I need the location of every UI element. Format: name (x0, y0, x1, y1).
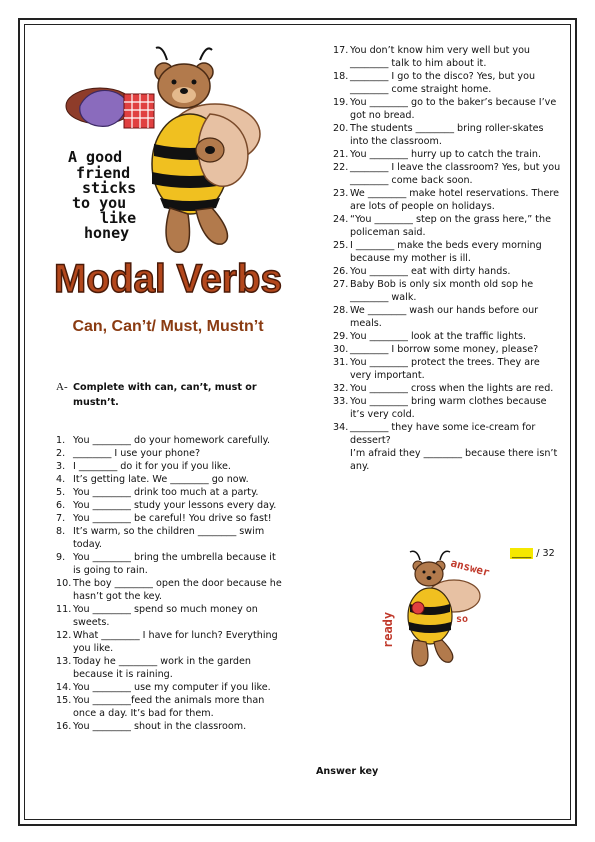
question-item: 11. You ________ spend so much money on sweets. (56, 604, 258, 628)
question-list-left (56, 434, 286, 733)
small-art-left-word: ready (381, 611, 395, 648)
small-art-right-word: answer (449, 556, 491, 580)
question-item: 21. You ________ hurry up to catch the train. (333, 149, 542, 160)
question-item: 14. You ________ use my computer if you like. (56, 682, 271, 693)
score-total: / 32 (533, 548, 555, 559)
question-item: 17. You don’t know him very well but you ________ talk to him about it. (333, 45, 531, 69)
question-item: 7. You ________ be careful! You drive so fast! (56, 513, 272, 524)
question-item: 34. ________ they have some ice-cream for dessert? (333, 422, 536, 446)
exercise-letter: A- (56, 381, 68, 393)
svg-text:sticks: sticks (82, 179, 137, 197)
question-item: 22. ________ I leave the classroom? Yes, but you ________ come back soon. (333, 162, 561, 186)
question-item: 6. You ________ study your lessons every day. (56, 500, 277, 511)
question-item: 24. “You ________ step on the grass here,” the policeman said. (333, 214, 551, 238)
question-item: 18. ________ I go to the disco? Yes, but you ________ come straight home. (333, 71, 536, 95)
small-art-right-word-2: so (456, 614, 469, 625)
exercise-instruction (56, 380, 286, 410)
question-item: 1. You ________ do your homework carefully. (56, 435, 271, 446)
question-item: 29. You ________ look at the traffic lights. (333, 331, 526, 342)
question-item: 5. You ________ drink too much at a party. (56, 487, 259, 498)
question-item: 8. It’s warm, so the children ________ swim today. (56, 526, 265, 550)
question-item: 2. ________ I use your phone? (56, 448, 201, 459)
svg-text:honey: honey (84, 224, 130, 242)
question-item: 30. ________ I borrow some money, please? (333, 344, 539, 355)
question-item: 27. Baby Bob is only six month old sop he ________ walk. (333, 279, 534, 303)
question-item: 10. The boy ________ open the door because he hasn’t got the key. (56, 578, 282, 602)
question-34-response: I’m afraid they ________ because there isn’t any. (350, 448, 558, 472)
question-item: 4. It’s getting late. We ________ go now. (56, 474, 249, 485)
svg-text:friend: friend (76, 164, 131, 182)
question-item: 19. You ________ go to the baker’s because I’ve got no bread. (333, 97, 557, 121)
page-subtitle: Can, Can’t/ Must, Mustn’t (72, 318, 264, 335)
score-blank: ____ (512, 548, 532, 559)
question-item: 32. You ________ cross when the lights are red. (333, 383, 554, 394)
question-item: 23. We ________ make hotel reservations. There are lots of people on holidays. (333, 188, 560, 212)
question-item: 13. Today he ________ work in the garden because it is raining. (56, 656, 251, 680)
question-item: 33. You ________ bring warm clothes because it’s very cold. (333, 396, 547, 420)
title-graphic (50, 254, 286, 300)
svg-text:like: like (100, 209, 137, 227)
page-title: Modal Verbs (54, 257, 282, 301)
svg-text:to you: to you (72, 194, 127, 212)
score-box (510, 548, 555, 559)
bee-bear-clipart (60, 44, 260, 259)
answer-key-heading: Answer key (316, 766, 379, 777)
question-item: 31. You ________ protect the trees. They are very important. (333, 357, 540, 381)
small-bear-clipart (374, 548, 491, 670)
question-item: 26. You ________ eat with dirty hands. (333, 266, 511, 277)
question-item: 28. We ________ wash our hands before our meals. (333, 305, 539, 329)
question-item: 25. I ________ make the beds every morning because my mother is ill. (333, 240, 542, 264)
question-item: 15. You ________feed the animals more than once a day. It’s bad for them. (56, 695, 265, 719)
question-item: 9. You ________ bring the umbrella because it is going to rain. (56, 552, 276, 576)
question-item: 12. What ________ I have for lunch? Everything you like. (56, 630, 278, 654)
question-item: 20. The students ________ bring roller-skates into the classroom. (333, 123, 544, 147)
svg-text:A good: A good (68, 148, 123, 166)
question-item: 16. You ________ shout in the classroom. (56, 721, 247, 732)
exercise-instruction-text: Complete with can, can’t, must or mustn’t. (73, 382, 257, 408)
question-item: 3. I ________ do it for you if you like. (56, 461, 231, 472)
question-list-right (333, 44, 563, 473)
